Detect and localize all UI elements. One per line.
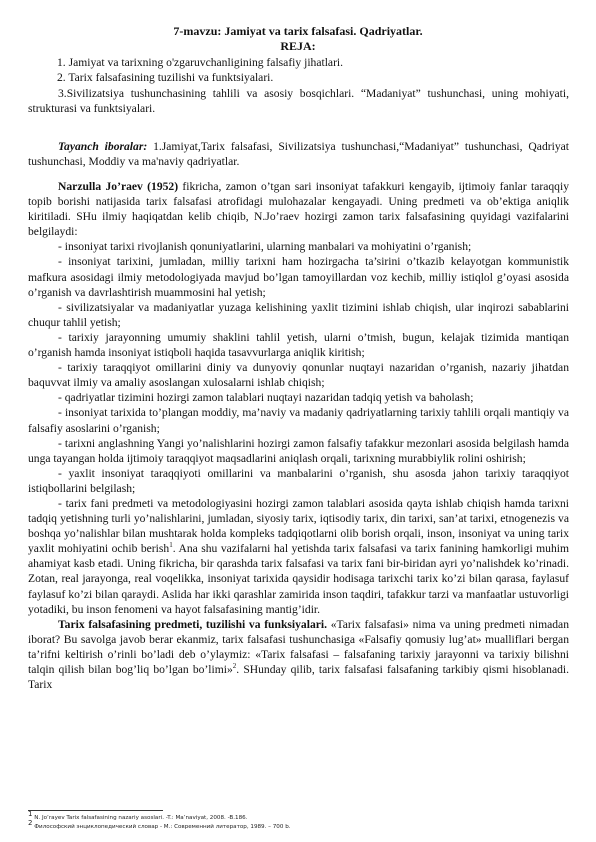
section-paragraph bbox=[28, 617, 569, 692]
plan-heading: REJA: bbox=[280, 39, 316, 53]
page-title: 7-mavzu: Jamiyat va tarix falsafasi. Qadriyatlar. bbox=[173, 24, 423, 38]
footnote-mark: 1 bbox=[28, 810, 33, 819]
section-heading: Tarix falsafasining predmeti, tuzilishi va funksiyalari. bbox=[58, 617, 328, 631]
footnote bbox=[28, 819, 569, 831]
task-item: - sivilizatsiyalar va madaniyatlar yuzaga kelishining yaxlit tizimini ishlab chiqish, ular inqirozi sabablarini chuqur tahlil yetish; bbox=[28, 300, 569, 329]
body-text bbox=[28, 179, 569, 692]
plan-item: 3.Sivilizatsiya tushunchasining tahlili va asosiy bosqichlari. “Madaniyat” tushunchasi, uning mohiyati, strukturasi va funktsiyalari. bbox=[28, 87, 569, 116]
task-item: - tarixiy jarayonning umumiy shaklini tahlil yetish, ularni o’tmish, bugun, kelajak tizimida mantiqan o’rganish hamda insoniyat istiqboli haqida tasavvurlarga aniqlik kiritish; bbox=[28, 330, 569, 360]
task-item: - insoniyat tarixida to’plangan moddiy, ma’naviy va madaniy qadriyatlarning tarixiy tahlili orqali mantiqiy va falsafiy asoslarini o’rganish; bbox=[28, 406, 569, 435]
footnote-divider bbox=[28, 810, 163, 811]
footnote-mark: 2 bbox=[28, 819, 33, 828]
intro-paragraph bbox=[28, 179, 569, 239]
task-item: - insoniyat tarixi rivojlanish qonuniyatlarini, ularning manbalari va mohiyatini o’rganish; bbox=[58, 240, 472, 254]
footnote-ref[interactable]: 1 bbox=[169, 541, 173, 550]
task-item bbox=[28, 496, 569, 617]
footnote-text: N. Jo’rayev Tarix falsafasining nazariy asoslari. -T.: Ma’naviyat, 2008. -B.186. bbox=[32, 815, 248, 821]
keywords-paragraph bbox=[28, 139, 569, 169]
task-item: - insoniyat tarixini, jumladan, milliy tarixni ham hozirgacha ta’sirini o’tkazib kelayotgan kommunistik mafkura asosidagi ilmiy metodologiyada mavjud bo’lgan tamoyillardan voz kechib, milliy istiqlol g’oyasi asosida o’rganish va davrlashtirish muammosini hal yetish; bbox=[28, 255, 569, 299]
section-text: «Tarix falsafasi» nima va uning predmeti nimadan iborat? Bu savolga javob berar ekanmiz, tarix falsafasi tushunchasiga «Falsafiy qomusiy lug’at» mualliflari bergan ta’rifni keltirish o’rinli bo’ladi deb o’ylaymiz: «Tarix falsafasi – falsafaning tarixiy jarayonni va tarixiy bilishni talqin qilish bilan bog’liq bo’lgan bo’limi» bbox=[28, 617, 569, 676]
task-continuation: . Ana shu vazifalarni hal yetishda tarix falsafasi va tarix fanining hamkorligi muhim ahamiyat kasb etadi. Uning fikricha, bir qarashda tarix falsafasi va tarix fani bir-biridan ayri yo’nalishdek ko’rinadi. Zotan, real jarayonga, real voqelikka, insoniyat tarixida qaysidir hodisaga tarixchi tarix ko’zi bilan qarasa, faylasuf faylasuf ko’zi bilan qaraydi. Aslida har ikki qarashlar zamirida inson taqdiri, tafakkur tarzi va manfaatlar ustuvorligi yotadiki, bu inson fenomeni va hayot falsafasining mantig’idir. bbox=[28, 542, 569, 616]
footnote-text: Философский энциклопедический словар - М.: Современний литератор, 1989. – 700 b. bbox=[32, 824, 291, 830]
keywords-text: 1.Jamiyat,Tarix falsafasi, Sivilizatsiya tushunchasi,“Madaniyat” tushunchasi, Qadriyat tushunchasi, Moddiy va ma'naviy qadriyatlar. bbox=[28, 140, 569, 169]
keywords-label: Tayanch iboralar: bbox=[58, 140, 148, 153]
task-text: - tarix fani predmeti va metodologiyasini hozirgi zamon talablari asosida qayta ishlab chiqish hamda tarixni tadqiq yetishning turli yo’nalishlarini, jumladan, siyosiy tarix, iqtisodiy tarix, din tarixi, san’at tarixi, etnogenezis va boshqa yo’nalishlar bilan mushtarak holda kompleks tadqiqotlarni olib borish orqali, inson, insoniyat va uning tarix yaxlit mohiyatini ochib berish bbox=[28, 496, 569, 556]
footnote-ref[interactable]: 2 bbox=[232, 662, 237, 671]
footnote bbox=[28, 810, 569, 822]
author-name: Narzulla Jo’raev (1952) bbox=[58, 180, 179, 193]
plan-item: 2. Tarix falsafasining tuzilishi va funktsiyalari. bbox=[57, 71, 274, 84]
task-item: - tarixni anglashning Yangi yo’nalishlarini hozirgi zamon falsafiy tafakkur mezonlari asosida belgilash hamda unga tayangan holda ijtimoiy taraqqiyot maqsadlarini aniqlash orqali, tarixning murabbiylik rolini oshirish; bbox=[28, 436, 569, 465]
intro-text: fikricha, zamon o’tgan sari insoniyat tafakkuri kengayib, ijtimoiy fanlar taraqqiy topib borishi natijasida tarix falsafasi atrofidagi mulohazalar kengayadi. Uning predmeti va ob’ektiga aniqlik kiritiladi. SHu ilmiy haqiqatdan kelib chiqib, N.Jo’raev hozirgi zamon tarix falsafasining quyidagi vazifalarini belgilaydi: bbox=[28, 180, 570, 239]
task-item: - tarixiy taraqqiyot omillarini diniy va dunyoviy qonunlar nuqtayi nazaridan o’rganish, nazariy jihatdan baquvvat ilmiy va amaliy asoslangan xulosalarni ishlab chiqish; bbox=[28, 361, 569, 390]
section-text: . SHunday qilib, tarix falsafasi falsafaning tarkibiy qismi hisoblanadi. Tarix bbox=[28, 663, 570, 692]
plan-item: 1. Jamiyat va tarixning o'zgaruvchanligining falsafiy jihatlari. bbox=[57, 56, 344, 69]
task-item: - qadriyatlar tizimini hozirgi zamon talablari nuqtayi nazaridan tadqiq yetish va baholash; bbox=[58, 391, 474, 405]
task-item: - yaxlit insoniyat taraqqiyoti omillarini va manbalarini o’rganish, shu asosda jahon tarixiy taraqqiyot istiqbollarini belgilash; bbox=[28, 466, 569, 495]
